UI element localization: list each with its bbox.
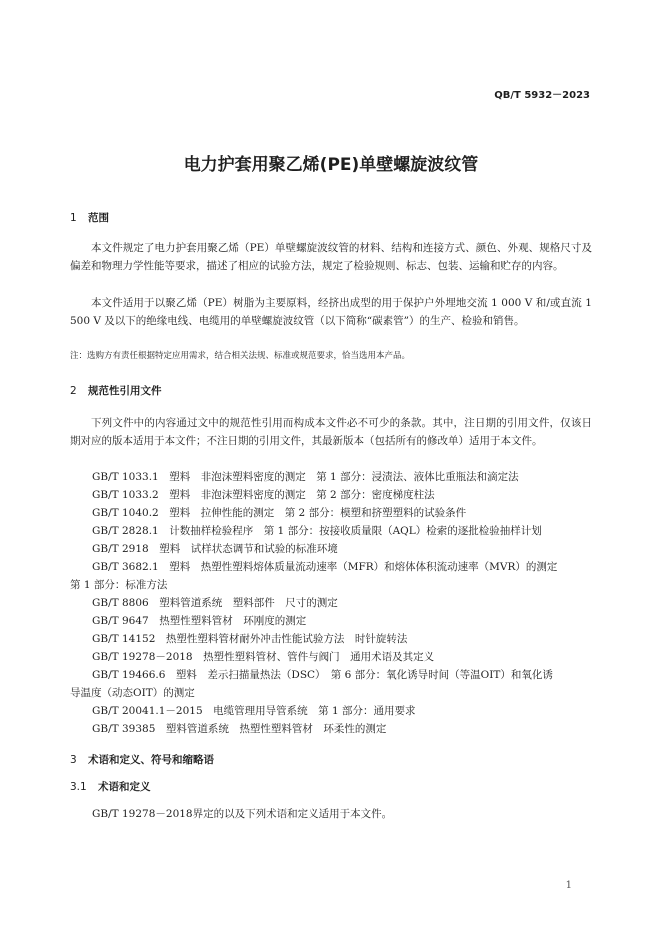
reference-item: GB/T 1033.2 塑料 非泡沫塑料密度的测定 第 2 部分：密度梯度柱法	[92, 489, 435, 501]
section-title: 范围	[88, 212, 109, 224]
section-1-note: 注：选购方有责任根据特定应用需求，结合相关法规、标准或规范要求，恰当选用本产品。	[70, 351, 411, 361]
section-1-heading	[70, 210, 109, 225]
document-title: 电力护套用聚乙烯(PE)单壁螺旋波纹管	[183, 155, 479, 175]
subsection-title: 术语和定义	[98, 781, 151, 793]
reference-item: GB/T 8806 塑料管道系统 塑料部件 尺寸的测定	[92, 597, 338, 609]
section-number: 2	[70, 385, 77, 397]
section-title: 术语和定义、符号和缩略语	[88, 754, 214, 766]
reference-item: GB/T 1033.1 塑料 非泡沫塑料密度的测定 第 1 部分：浸渍法、液体比重瓶法和滴定法	[92, 471, 519, 483]
reference-item: GB/T 2828.1 计数抽样检验程序 第 1 部分：按接收质量限（AQL）检索的逐批检验抽样计划	[92, 525, 542, 537]
section-title: 规范性引用文件	[88, 385, 162, 397]
reference-item: GB/T 2918 塑料 试样状态调节和试验的标准环境	[92, 543, 338, 555]
reference-item-continuation: 导温度（动态OIT）的测定	[70, 687, 195, 699]
subsection-3-1-heading	[70, 779, 151, 794]
reference-item: GB/T 1040.2 塑料 拉伸性能的测定 第 2 部分：模塑和挤塑塑料的试验条件	[92, 507, 467, 519]
reference-item: GB/T 20041.1－2015 电缆管理用导管系统 第 1 部分：通用要求	[92, 705, 416, 717]
subsection-3-1-text: GB/T 19278－2018界定的以及下列术语和定义适用于本文件。	[92, 808, 393, 820]
page-number: 1	[565, 880, 572, 891]
reference-item-continuation: 第 1 部分：标准方法	[70, 579, 168, 591]
section-number: 1	[70, 212, 77, 224]
section-1-para-2: 本文件适用于以聚乙烯（PE）树脂为主要原料，经挤出成型的用于保护户外埋地交流 1 000 V 和/或直流 1 500 V 及以下的绝缘电线、电缆用的单壁螺旋波纹管（以下简称“碳素管”）的生产、检验和销售。	[70, 297, 592, 327]
section-number: 3	[70, 754, 77, 766]
subsection-number: 3.1	[70, 781, 87, 793]
section-1-para-1: 本文件规定了电力护套用聚乙烯（PE）单壁螺旋波纹管的材料、结构和连接方式、颜色、外观、规格尺寸及偏差和物理力学性能等要求，描述了相应的试验方法，规定了检验规则、标志、包装、运输和贮存的内容。	[70, 242, 592, 272]
reference-item: GB/T 19278－2018 热塑性塑料管材、管件与阀门 通用术语及其定义	[92, 651, 435, 663]
reference-item: GB/T 9647 热塑性塑料管材 环刚度的测定	[92, 615, 307, 627]
section-2-intro: 下列文件中的内容通过文中的规范性引用而构成本文件必不可少的条款。其中，注日期的引用文件，仅该日期对应的版本适用于本文件；不注日期的引用文件，其最新版本（包括所有的修改单）适用于本文件。	[70, 417, 592, 447]
standard-code: QB/T 5932－2023	[494, 90, 590, 101]
section-2-heading	[70, 383, 162, 398]
reference-item: GB/T 14152 热塑性塑料管材耐外冲击性能试验方法 时针旋转法	[92, 633, 408, 645]
reference-item: GB/T 19466.6 塑料 差示扫描量热法（DSC） 第 6 部分：氧化诱导时间（等温OIT）和氧化诱	[92, 669, 553, 681]
reference-item: GB/T 3682.1 塑料 热塑性塑料熔体质量流动速率（MFR）和熔体体积流动速率（MVR）的测定	[92, 561, 558, 573]
section-3-heading	[70, 752, 214, 767]
reference-item: GB/T 39385 塑料管道系统 热塑性塑料管材 环柔性的测定	[92, 723, 387, 735]
